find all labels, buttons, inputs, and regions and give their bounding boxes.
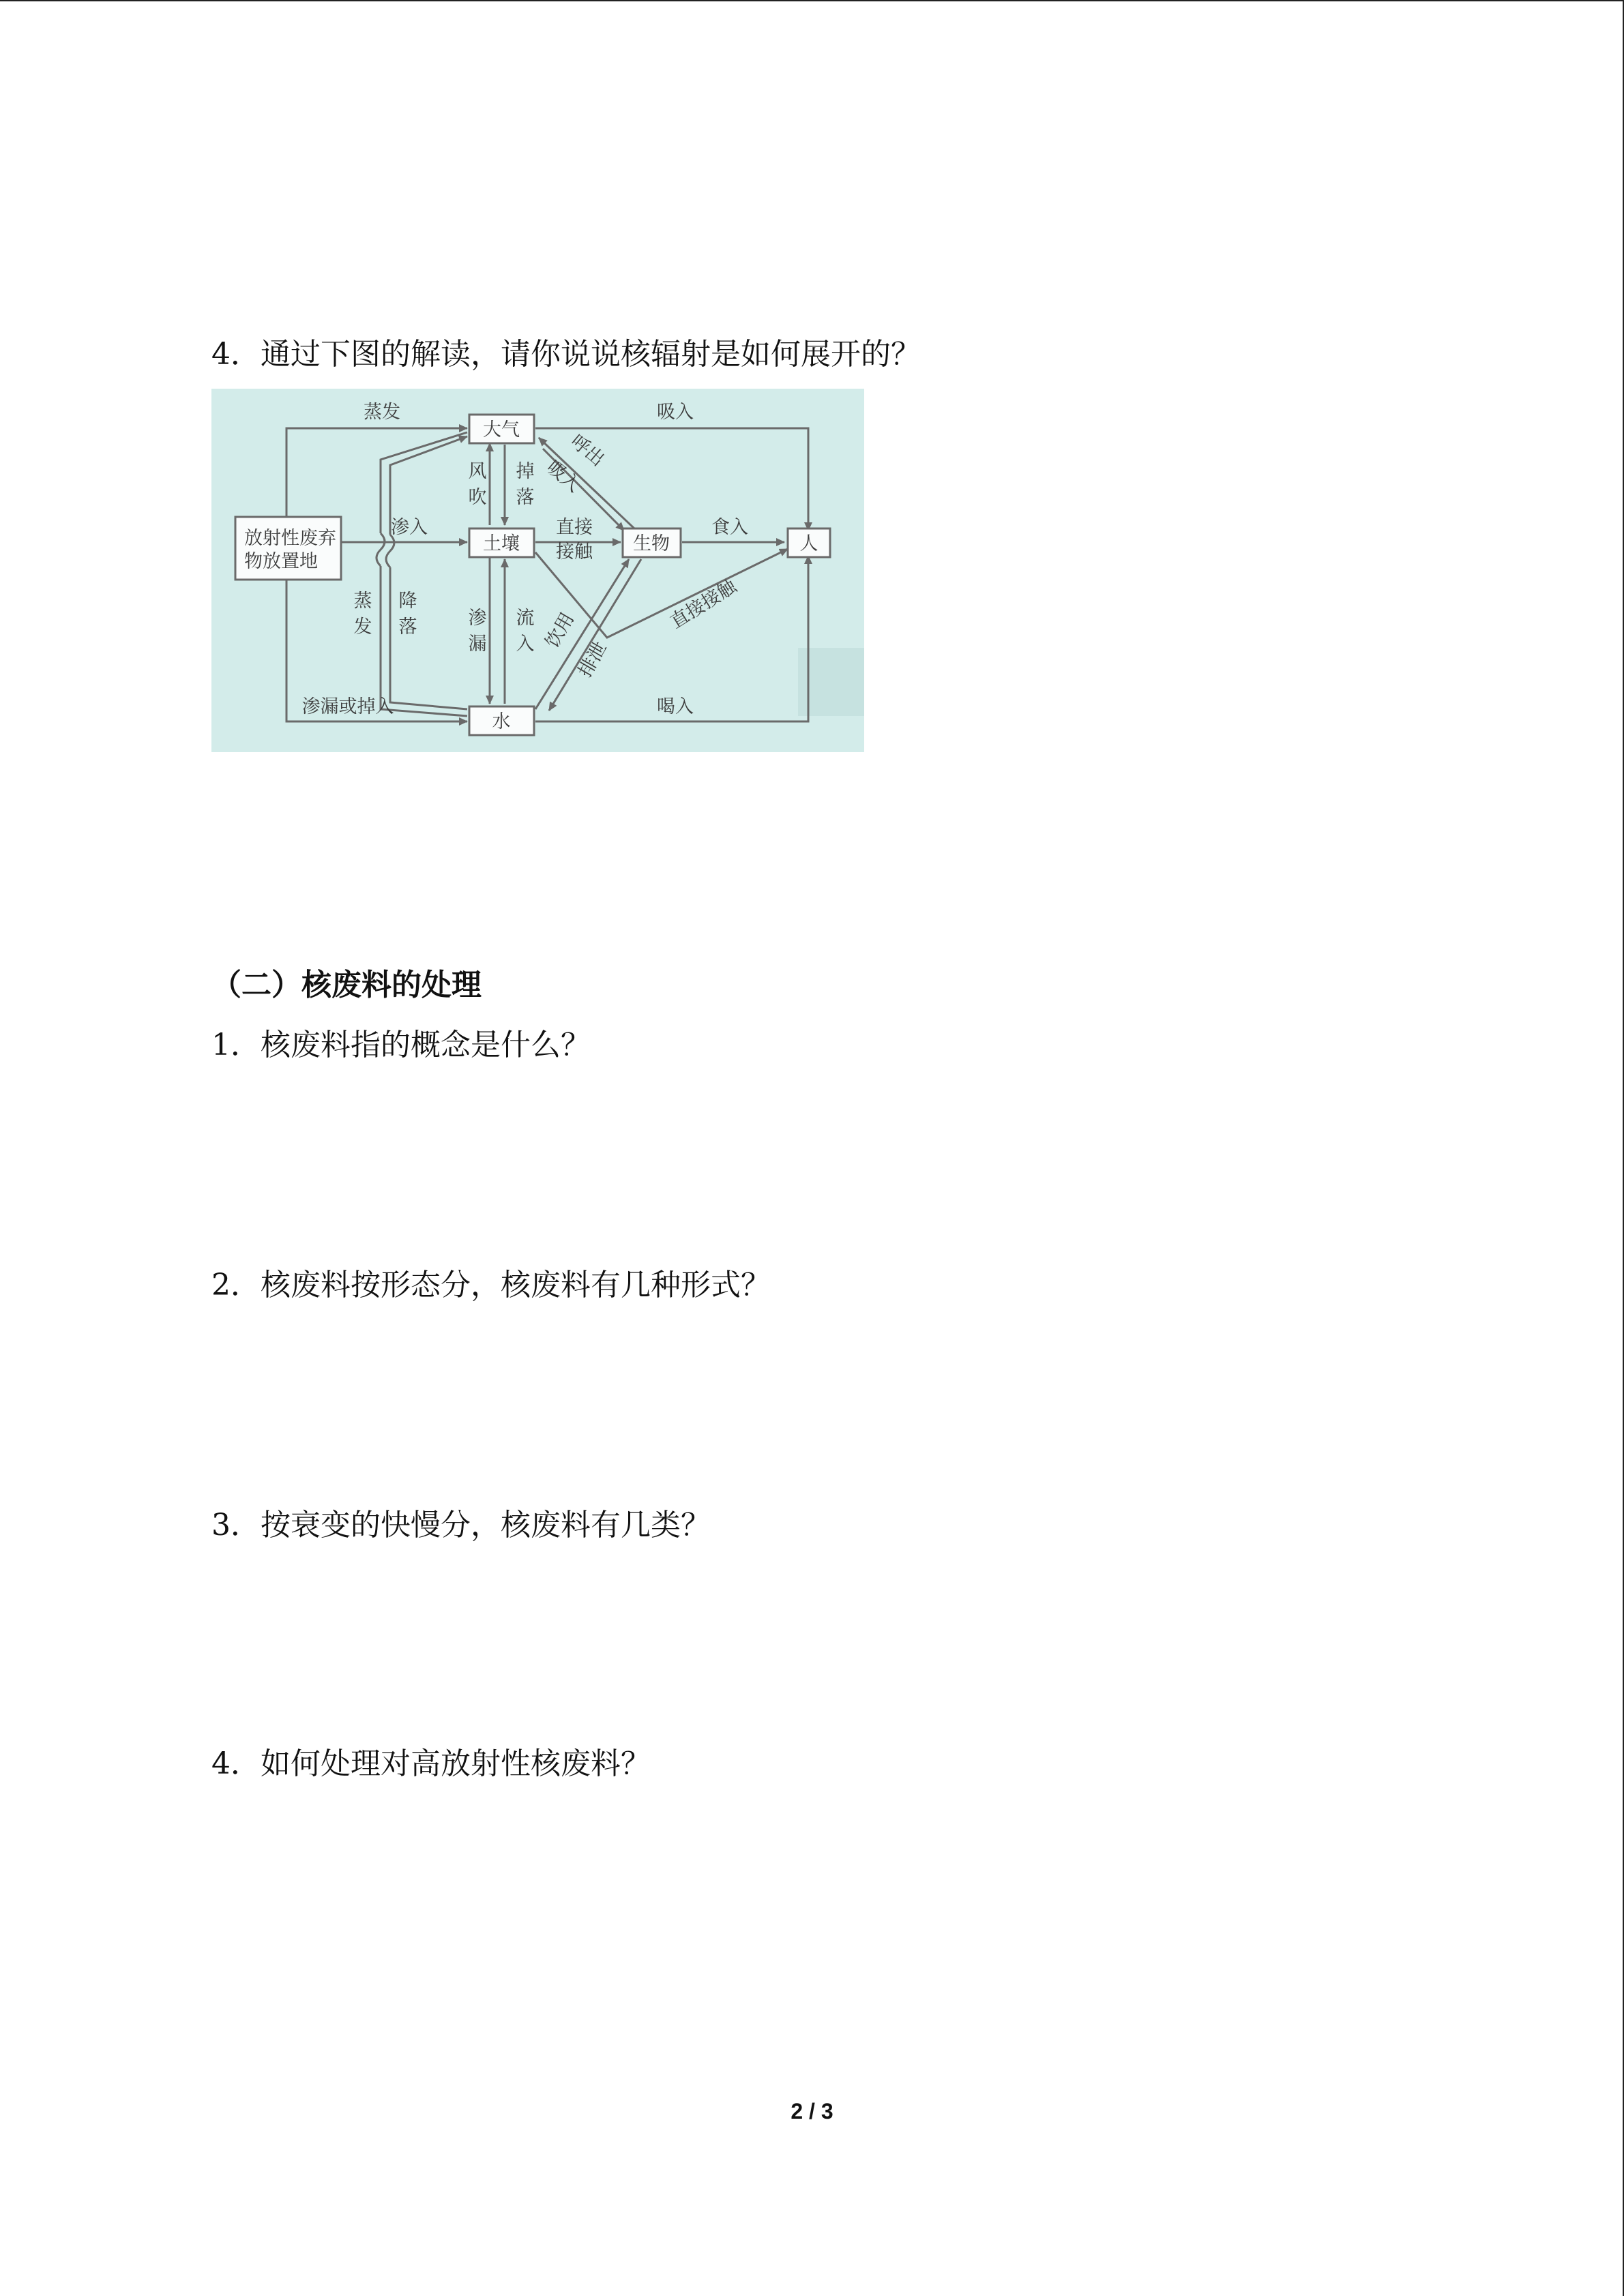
edge-evaporate-top: 蒸发	[364, 402, 400, 423]
edge-flow-1: 流	[516, 608, 535, 629]
edge-drink-use: 饮用	[542, 609, 579, 652]
edge-direct-1: 直接	[556, 517, 593, 538]
page-top-border	[0, 0, 1623, 1]
edge-leak-1: 渗	[468, 608, 487, 629]
edge-evap-1: 蒸	[353, 591, 372, 612]
edge-eat: 食入	[711, 517, 748, 538]
label-organism: 生物	[633, 533, 670, 554]
label-water: 水	[492, 711, 511, 732]
edge-exhale: 呼出	[566, 430, 608, 471]
edge-absorb: 吸入	[542, 456, 585, 497]
edge-inhale: 吸入	[657, 402, 694, 423]
label-human: 人	[799, 533, 818, 554]
section-2-question-2: 2．核废料按形态分，核废料有几种形式？	[211, 1268, 771, 1302]
label-waste-site-2: 物放置地	[244, 551, 318, 572]
edge-fall-2: 落	[516, 487, 535, 508]
svg-text:放射性废弃: 放射性废弃	[244, 528, 336, 549]
edge-direct-contact: 直接接触	[666, 576, 741, 633]
edge-direct-2: 接触	[556, 541, 593, 563]
section-2-question-4: 4．如何处理对高放射性核废料？	[211, 1746, 651, 1781]
edge-fall-1: 掉	[516, 461, 535, 482]
page-number: 2 / 3	[791, 2099, 833, 2123]
question-4: 4．通过下图的解读，请你说说核辐射是如何展开的？	[211, 337, 921, 372]
radiation-pathway-diagram	[211, 389, 864, 752]
edge-seep-in: 渗入	[391, 517, 428, 538]
edge-excrete: 排泄	[574, 638, 612, 681]
edge-precip-2: 落	[398, 616, 417, 638]
label-soil: 土壤	[483, 533, 520, 554]
edge-leak-2: 漏	[468, 633, 487, 655]
edge-evap-2: 发	[353, 616, 372, 638]
section-2-title: （二）核废料的处理	[211, 968, 482, 1002]
label-atmosphere: 大气	[483, 419, 520, 441]
edge-precip-1: 降	[398, 591, 417, 612]
edge-wind-1: 风	[468, 461, 487, 482]
edge-flow-2: 入	[516, 633, 535, 655]
edge-drink: 喝入	[657, 696, 694, 717]
section-2-question-3: 3．按衰变的快慢分，核废料有几类？	[211, 1508, 711, 1542]
section-2-question-1: 1．核废料指的概念是什么？	[211, 1028, 591, 1062]
edge-leak-or-fall: 渗漏或掉入	[301, 696, 394, 717]
edge-wind-2: 吹	[468, 487, 487, 508]
